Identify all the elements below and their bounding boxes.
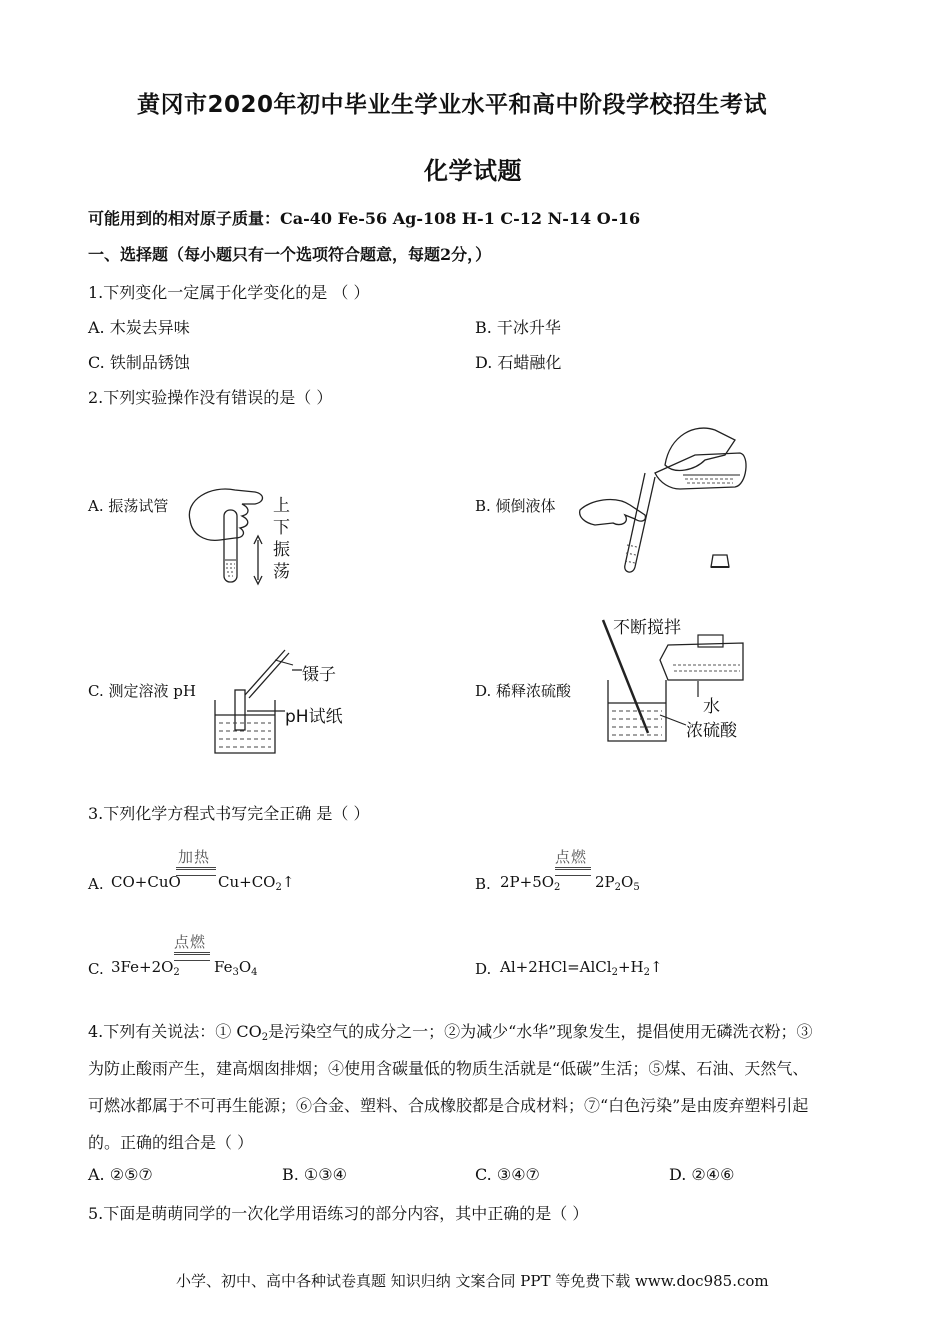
question-3-option-a-reactants: CO+CuO: [111, 873, 181, 891]
question-4-option-b: B. ①③④: [282, 1165, 347, 1184]
question-3-option-a-label: A.: [88, 875, 104, 893]
question-1-option-d: D. 石蜡融化: [475, 353, 562, 372]
question-3-option-b-condition: 点燃: [555, 848, 588, 866]
question-1-option-c: C. 铁制品锈蚀: [88, 353, 190, 372]
question-2-option-d: D. 稀释浓硫酸: [475, 682, 572, 700]
fig-c-tweezers-label: 镊子: [302, 665, 336, 685]
question-3-stem: 3.下列化学方程式书写完全正确 是（ ）: [88, 804, 370, 823]
question-3-option-b-equals: [555, 867, 591, 876]
page-footer: 小学、初中、高中各种试卷真题 知识归纳 文案合同 PPT 等免费下载 www.doc985.com: [176, 1272, 769, 1290]
question-2-stem: 2.下列实验操作没有错误的是（ ）: [88, 388, 333, 407]
question-5-stem: 5.下面是萌萌同学的一次化学用语练习的部分内容，其中正确的是（ ）: [88, 1204, 589, 1223]
question-1-option-a: A. 木炭去异味: [88, 318, 190, 337]
fig-a-label-4: 荡: [273, 562, 290, 582]
question-3-option-a-condition: 加热: [178, 848, 211, 866]
fig-a-label-3: 振: [273, 540, 290, 560]
question-2-option-c: C. 测定溶液 pH: [88, 682, 196, 700]
exam-title: 黄冈市2020年初中毕业生学业水平和高中阶段学校招生考试: [137, 92, 768, 118]
fig-d-acid-label: 浓硫酸: [686, 721, 737, 741]
question-4-line-4: 的。正确的组合是（ ）: [88, 1133, 254, 1152]
question-1-option-b: B. 干冰升华: [475, 318, 561, 337]
fig-d-stir-label: 不断搅拌: [613, 618, 681, 638]
question-3-option-b-label: B.: [475, 875, 491, 893]
fig-a-label-2: 下: [273, 518, 290, 538]
exam-subtitle: 化学试题: [424, 157, 522, 185]
question-4-option-d: D. ②④⑥: [669, 1165, 735, 1184]
question-4-line-1: 4.下列有关说法：① $CO_2$是污染空气的成分之一；②为减少“水华”现象发生，提倡使用无磷洗衣粉；③: [88, 1022, 813, 1043]
question-4-line-2: 为防止酸雨产生，建高烟囱排烟；④使用含碳量低的物质生活就是“低碳”生活；⑤煤、石油、天然气、: [88, 1059, 809, 1078]
question-4-line-3: 可燃冰都属于不可再生能源；⑥合金、塑料、合成橡胶都是合成材料；⑦“白色污染”是由废弃塑料引起: [88, 1096, 809, 1115]
atomic-mass-note: 可能用到的相对原子质量：Ca-40 Fe-56 Ag-108 H-1 C-12 N-14 O-16: [88, 209, 641, 228]
question-3-option-c-products: $Fe_3O_4$: [214, 958, 258, 978]
fig-d-water-label: 水: [703, 697, 720, 717]
fig-c-paper-label: pH试纸: [285, 707, 343, 727]
question-3-option-d-label: D.: [475, 960, 492, 978]
question-4-option-c: C. ③④⑦: [475, 1165, 540, 1184]
question-4-option-a: A. ②⑤⑦: [88, 1165, 153, 1184]
question-2-option-a: A. 振荡试管: [88, 497, 169, 515]
question-2-option-b: B. 倾倒液体: [475, 497, 556, 515]
question-3-option-d-equation: $Al+2HCl=AlCl_2+H_2↑$: [500, 958, 663, 978]
fig-a-label-1: 上: [273, 496, 290, 516]
question-3-option-c-reactants: $3Fe+2O_2$: [111, 958, 180, 978]
question-1-stem: 1.下列变化一定属于化学变化的是 （ ）: [88, 283, 370, 302]
question-3-option-c-condition: 点燃: [174, 933, 207, 951]
question-3-option-a-products: $Cu+CO_2↑$: [218, 873, 295, 893]
question-3-option-c-equals: [174, 952, 210, 961]
question-3-option-b-reactants: $2P+5O_2$: [500, 873, 561, 893]
question-3-option-b-products: $2P_2O_5$: [595, 873, 640, 893]
question-3-option-a-equals: [176, 867, 216, 876]
pouring-liquid-figure: [575, 415, 765, 575]
question-3-option-c-label: C.: [88, 960, 104, 978]
section-heading: 一、选择题（每小题只有一个选项符合题意，每题2分，）: [88, 245, 492, 264]
